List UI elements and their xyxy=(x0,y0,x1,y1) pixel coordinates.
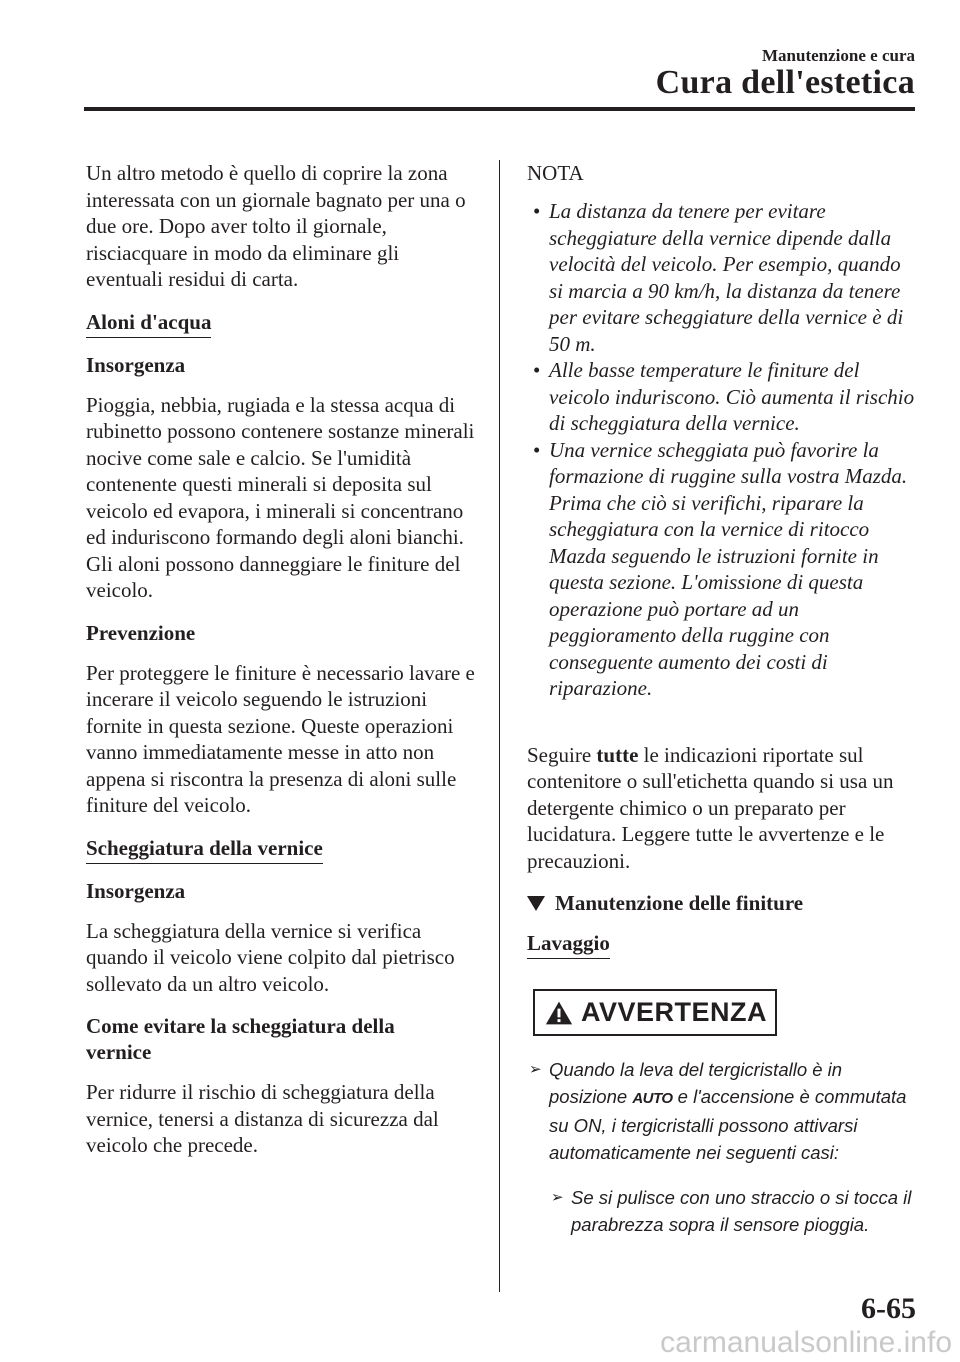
insorgenza-heading-2: Insorgenza xyxy=(86,878,186,903)
bullet-icon: • xyxy=(533,199,541,223)
nota-list xyxy=(527,198,919,702)
column-divider xyxy=(499,160,500,1292)
aloni-heading: Aloni d'acqua xyxy=(86,309,211,338)
left-column xyxy=(86,160,478,1159)
manutenzione-heading xyxy=(527,890,919,916)
come-evitare-paragraph: Per ridurre il rischio di scheggiatura della vernice, tenersi a distanza di sicurezza dal veicolo che precede. xyxy=(86,1080,439,1157)
arrow-right-icon: ➢ xyxy=(529,1061,542,1078)
arrow-right-icon: ➢ xyxy=(551,1189,564,1206)
nota-item: • Alle basse temperature le finiture del veicolo induriscono. Ciò aumenta il rischio di scheggiatura della vernice. xyxy=(533,358,915,435)
warning-triangle-icon xyxy=(545,999,573,1027)
right-column xyxy=(527,160,919,1238)
seguire-paragraph: Seguire tutte le indicazioni riportate sul contenitore o sull'etichetta quando si usa un detergente chimico o un preparato per lucidatura. Leggere tutte le avvertenze e le precauzioni. xyxy=(527,742,894,873)
scheggiatura-heading: Scheggiatura della vernice xyxy=(86,835,323,864)
lavaggio-heading: Lavaggio xyxy=(527,930,610,959)
bullet-icon: • xyxy=(533,358,541,382)
warning-box xyxy=(533,989,777,1036)
prevenzione-paragraph: Per proteggere le finiture è necessario lavare e incerare il veicolo seguendo le istruzioni fornite in questa sezione. Queste operazioni vanno immediatamente messe in atto non appena si riscontra la presenza di aloni sulle finiture del veicolo. xyxy=(86,660,475,817)
warning-sub-item: ➢ Se si pulisce con uno straccio o si tocca il parabrezza sopra il sensore pioggia. xyxy=(527,1184,919,1238)
intro-paragraph: Un altro metodo è quello di coprire la zona interessata con un giornale bagnato per una o due ore. Dopo aver tolto il giornale, risciacquare in modo da eliminare gli eventuali residui di carta. xyxy=(86,161,466,291)
scheggiatura-paragraph: La scheggiatura della vernice si verifica quando il veicolo viene colpito dal pietrisco sollevato da un altro veicolo. xyxy=(86,918,455,996)
warning-label: AVVERTENZA xyxy=(580,997,767,1027)
header-rule xyxy=(84,107,915,111)
seguire-bold: tutte xyxy=(596,742,639,767)
nota-item: • Una vernice scheggiata può favorire la formazione di ruggine sulla vostra Mazda. Prima che ciò si verifichi, riparare la scheggiatura con la vernice di ritocco Mazda seguendo le istruzioni fornite in questa sezione. L'omissione di questa operazione può portare ad un peggioramento della ruggine con conseguente aumento dei costi di riparazione. xyxy=(533,437,908,700)
header-section: Manutenzione e cura xyxy=(762,46,915,65)
insorgenza-heading: Insorgenza xyxy=(86,352,186,377)
nota-item: • La distanza da tenere per evitare scheggiature della vernice dipende dalla velocità del veicolo. Per esempio, quando si marcia a 90 km/h, la distanza da tenere per evitare scheggiature della vernice è di 50 m. xyxy=(533,199,904,356)
warning-item: ➢ Quando la leva del tergicristallo è in posizione AUTO e l'accensione è commutata su ON, i tergicristalli possono attivarsi automaticamente nei seguenti casi: xyxy=(527,1056,919,1166)
watermark: carmanualsonline.info xyxy=(660,1326,952,1359)
aloni-paragraph: Pioggia, nebbia, rugiada e la stessa acqua di rubinetto possono contenere sostanze minerali nocive come sale e calcio. Se l'umidità contenente questi minerali si deposita sul veicolo ed evapora, i minerali si concentrano ed induriscono formando degli aloni bianchi. Gli aloni possono danneggiare le finiture del veicolo. xyxy=(86,392,475,602)
manutenzione-heading-text: Manutenzione delle finiture xyxy=(555,891,804,915)
page-title: Cura dell'estetica xyxy=(655,64,915,101)
triangle-down-icon xyxy=(527,896,545,911)
bullet-icon: • xyxy=(533,437,541,462)
come-evitare-heading: Come evitare la scheggiatura della vernice xyxy=(86,1014,395,1064)
nota-label: NOTA xyxy=(527,161,584,185)
prevenzione-heading: Prevenzione xyxy=(86,620,196,645)
page-number: 6-65 xyxy=(861,1292,916,1325)
auto-badge: AUTO xyxy=(632,1090,673,1107)
